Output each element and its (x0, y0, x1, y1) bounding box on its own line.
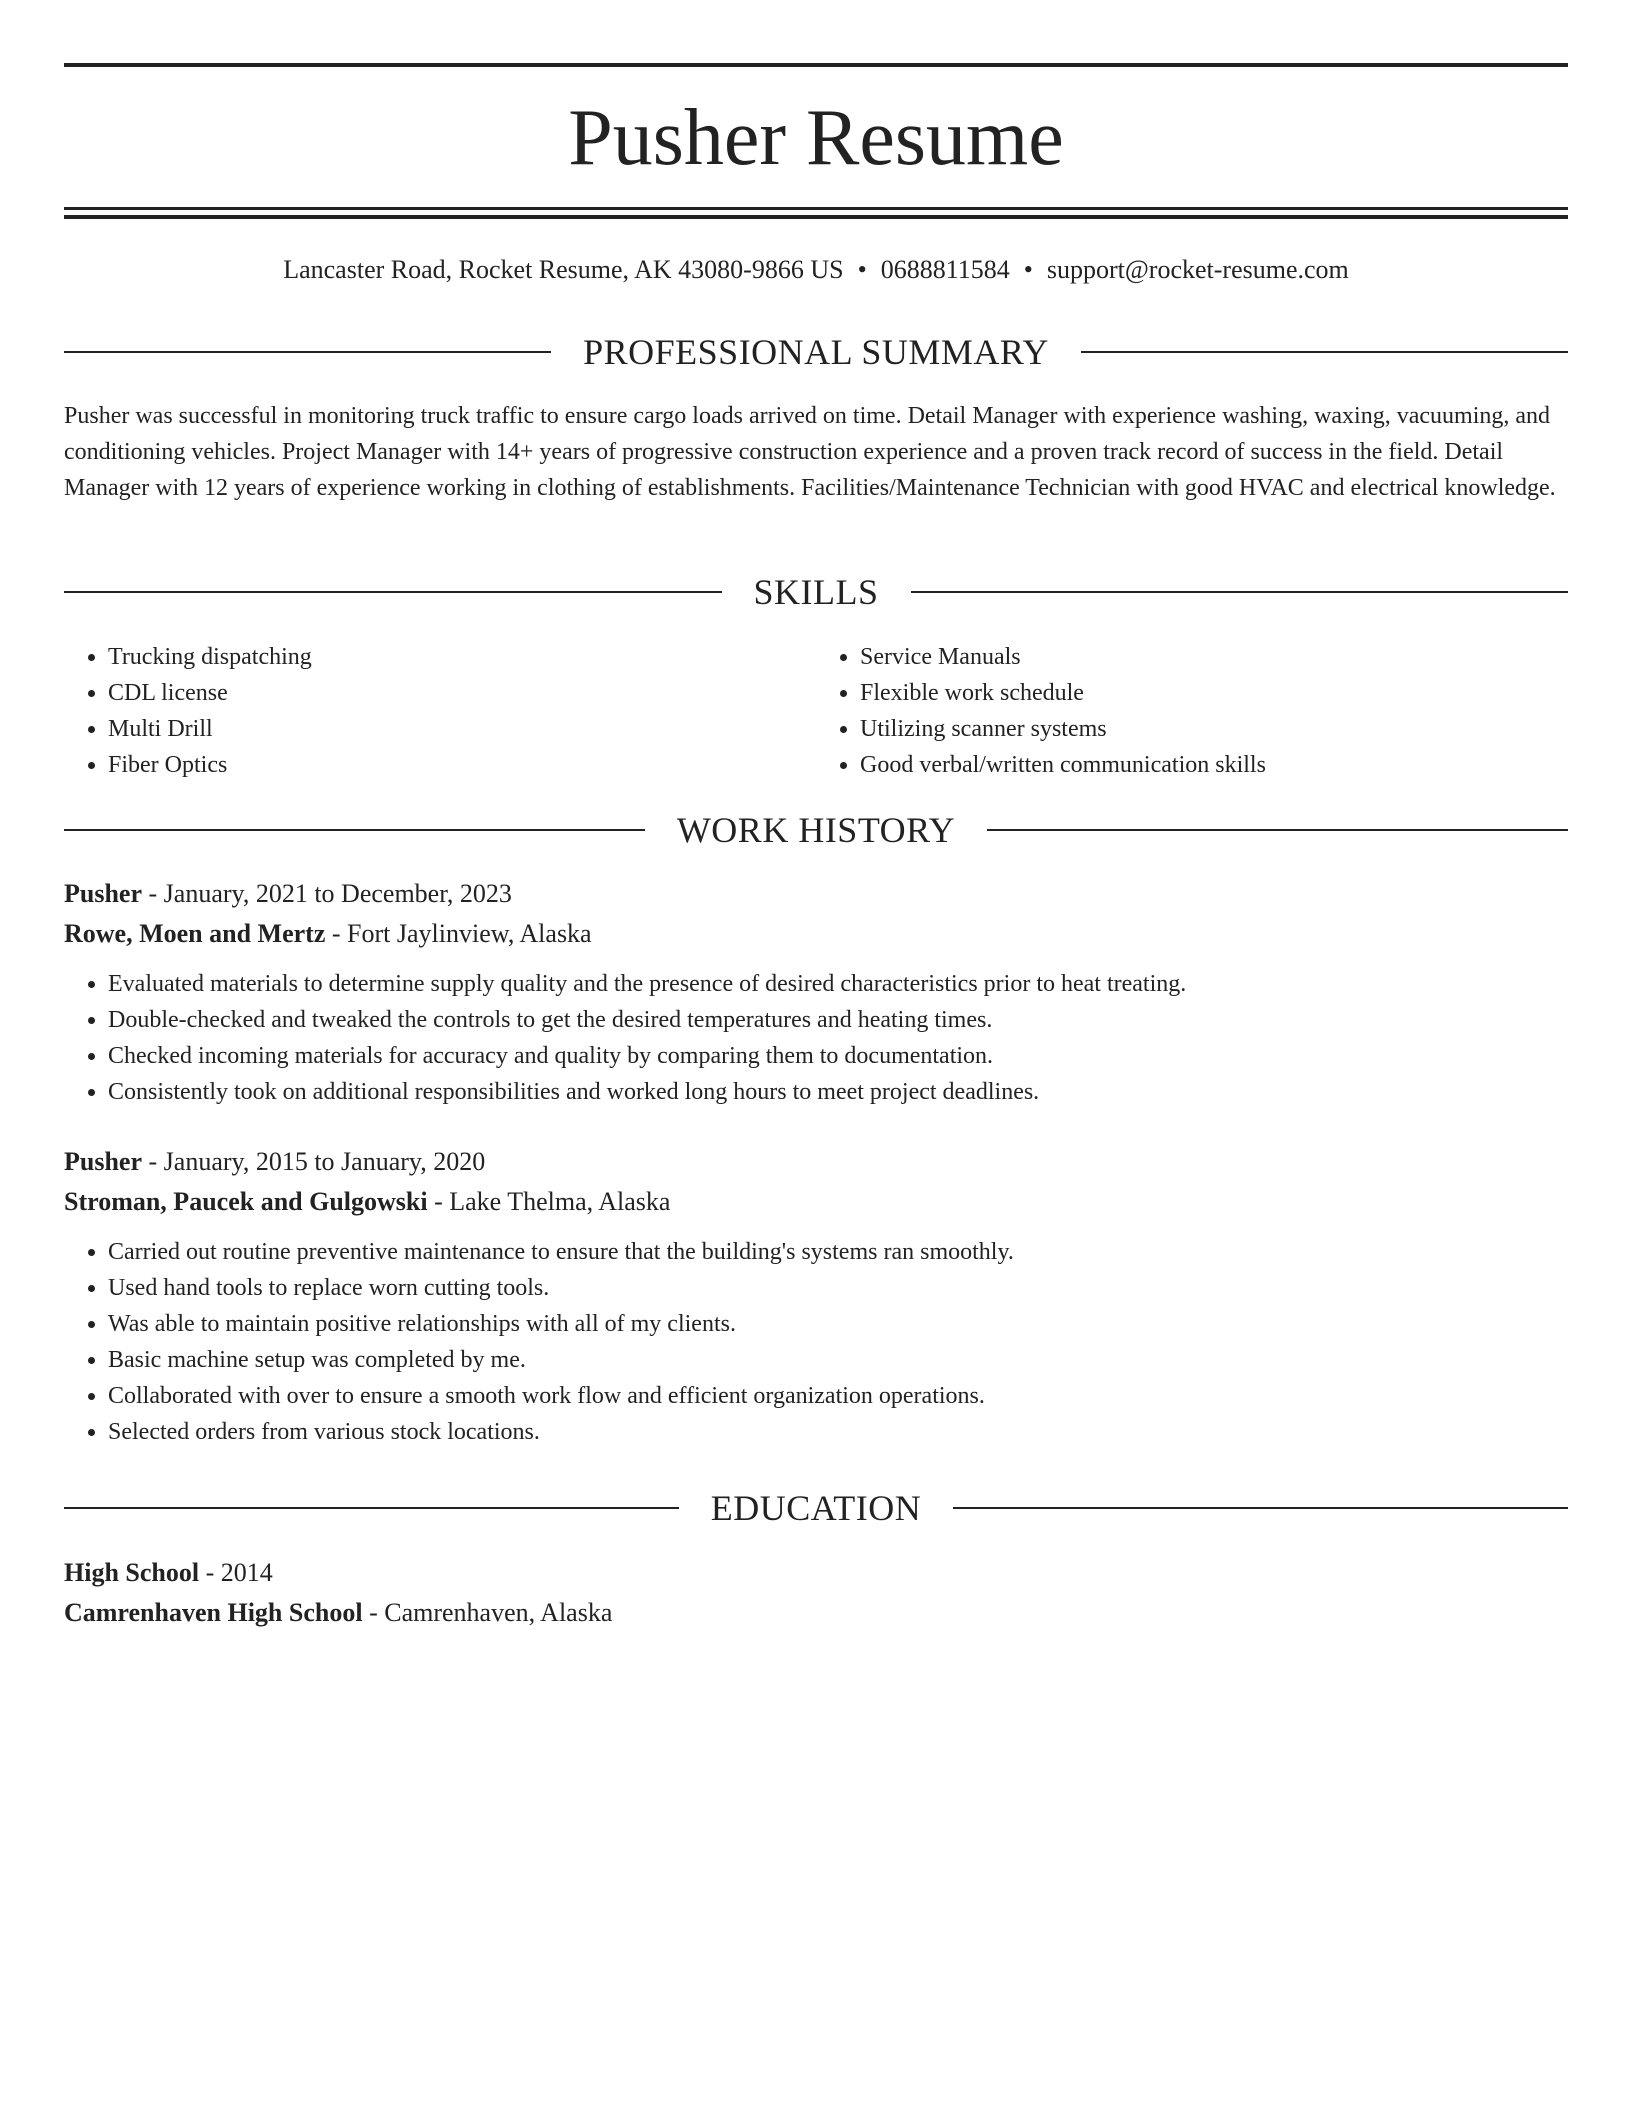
skill-item: • Flexible work schedule (860, 675, 1568, 711)
contact-phone: 0688811584 (880, 255, 1010, 284)
skills-heading (64, 570, 1568, 614)
job-company-line (64, 914, 1568, 954)
skills-column-right (816, 639, 1568, 783)
education-school: Camrenhaven High School (64, 1598, 363, 1627)
heading-rule (64, 591, 722, 593)
job-bullet: • Double-checked and tweaked the controls to get the desired temperatures and heating times. (108, 1002, 1568, 1038)
contact-separator: • (1023, 255, 1033, 284)
title-rule-lower (64, 215, 1568, 219)
heading-rule (1081, 351, 1568, 353)
job-entry (64, 1142, 1568, 1450)
job-company: Rowe, Moen and Mertz (64, 919, 326, 948)
contact-email: support@rocket-resume.com (1046, 255, 1349, 284)
heading-rule (64, 1507, 679, 1509)
job-bullets (64, 1234, 1568, 1450)
heading-rule (911, 591, 1569, 593)
skills-list (64, 639, 1568, 783)
education-school-line (64, 1593, 1568, 1633)
education-degree: High School (64, 1558, 200, 1587)
job-title: Pusher (64, 1147, 142, 1176)
job-company-line (64, 1182, 1568, 1222)
job-bullet: • Basic machine setup was completed by me. (108, 1342, 1568, 1378)
page-title: Pusher Resume (568, 94, 1064, 182)
heading-rule (64, 829, 645, 831)
heading-rule (64, 351, 551, 353)
skill-item: • Good verbal/written communication skills (860, 747, 1568, 783)
job-bullet: • Selected orders from various stock locations. (108, 1414, 1568, 1450)
summary-heading (64, 330, 1568, 374)
summary-text: Pusher was successful in monitoring truck traffic to ensure cargo loads arrived on time. Detail Manager with experience washing, waxing, vacuuming, and conditioning vehicles. Project Manager with 14+ years of progressive construction experience and a proven track record of success in the field. Detail Manager with 12 years of experience working in clothing of establishments. Facilities/Maintenance Technician with good HVAC and electrical knowledge. (64, 403, 1556, 501)
job-title-line (64, 874, 1568, 914)
education-location: - Camrenhaven, Alaska (362, 1598, 613, 1627)
job-company: Stroman, Paucek and Gulgowski (64, 1187, 428, 1216)
job-title: Pusher (64, 879, 142, 908)
job-bullet: • Carried out routine preventive maintenance to ensure that the building's systems ran smoothly. (108, 1234, 1568, 1270)
skill-item: • Trucking dispatching (108, 639, 816, 675)
skill-item: • CDL license (108, 675, 816, 711)
job-dates: - January, 2021 to December, 2023 (142, 879, 512, 908)
skill-item: • Multi Drill (108, 711, 816, 747)
job-bullet: • Collaborated with over to ensure a smooth work flow and efficient organization operations. (108, 1378, 1568, 1414)
job-bullet: • Evaluated materials to determine supply quality and the presence of desired characteristics prior to heat treating. (108, 966, 1568, 1002)
heading-rule (987, 829, 1568, 831)
job-title-line (64, 1142, 1568, 1182)
job-bullet: • Checked incoming materials for accuracy and quality by comparing them to documentation. (108, 1038, 1568, 1074)
top-rule (64, 63, 1568, 67)
job-bullet: • Was able to maintain positive relationships with all of my clients. (108, 1306, 1568, 1342)
job-bullet: • Consistently took on additional responsibilities and worked long hours to meet project deadlines. (108, 1074, 1568, 1110)
education-entry (64, 1553, 1568, 1633)
job-bullets (64, 966, 1568, 1110)
job-location: - Fort Jaylinview, Alaska (325, 919, 592, 948)
contact-line (64, 253, 1568, 287)
work-history-heading (64, 808, 1568, 852)
skills-column-left (64, 639, 816, 783)
contact-address: Lancaster Road, Rocket Resume, AK 43080-9866 US (283, 255, 844, 284)
job-location: - Lake Thelma, Alaska (427, 1187, 671, 1216)
summary-heading-label: PROFESSIONAL SUMMARY (583, 332, 1049, 372)
heading-rule (953, 1507, 1568, 1509)
skill-item: • Utilizing scanner systems (860, 711, 1568, 747)
education-degree-line (64, 1553, 1568, 1593)
skills-heading-label: SKILLS (753, 572, 879, 612)
education-heading-label: EDUCATION (710, 1488, 922, 1528)
education-year: - 2014 (199, 1558, 273, 1587)
work-history-heading-label: WORK HISTORY (676, 810, 956, 850)
job-entry (64, 874, 1568, 1110)
job-bullet: • Used hand tools to replace worn cutting tools. (108, 1270, 1568, 1306)
skill-item: • Fiber Optics (108, 747, 816, 783)
skill-item: • Service Manuals (860, 639, 1568, 675)
contact-separator: • (857, 255, 867, 284)
job-dates: - January, 2015 to January, 2020 (142, 1147, 486, 1176)
education-heading (64, 1486, 1568, 1530)
title-rule-upper (64, 207, 1568, 210)
